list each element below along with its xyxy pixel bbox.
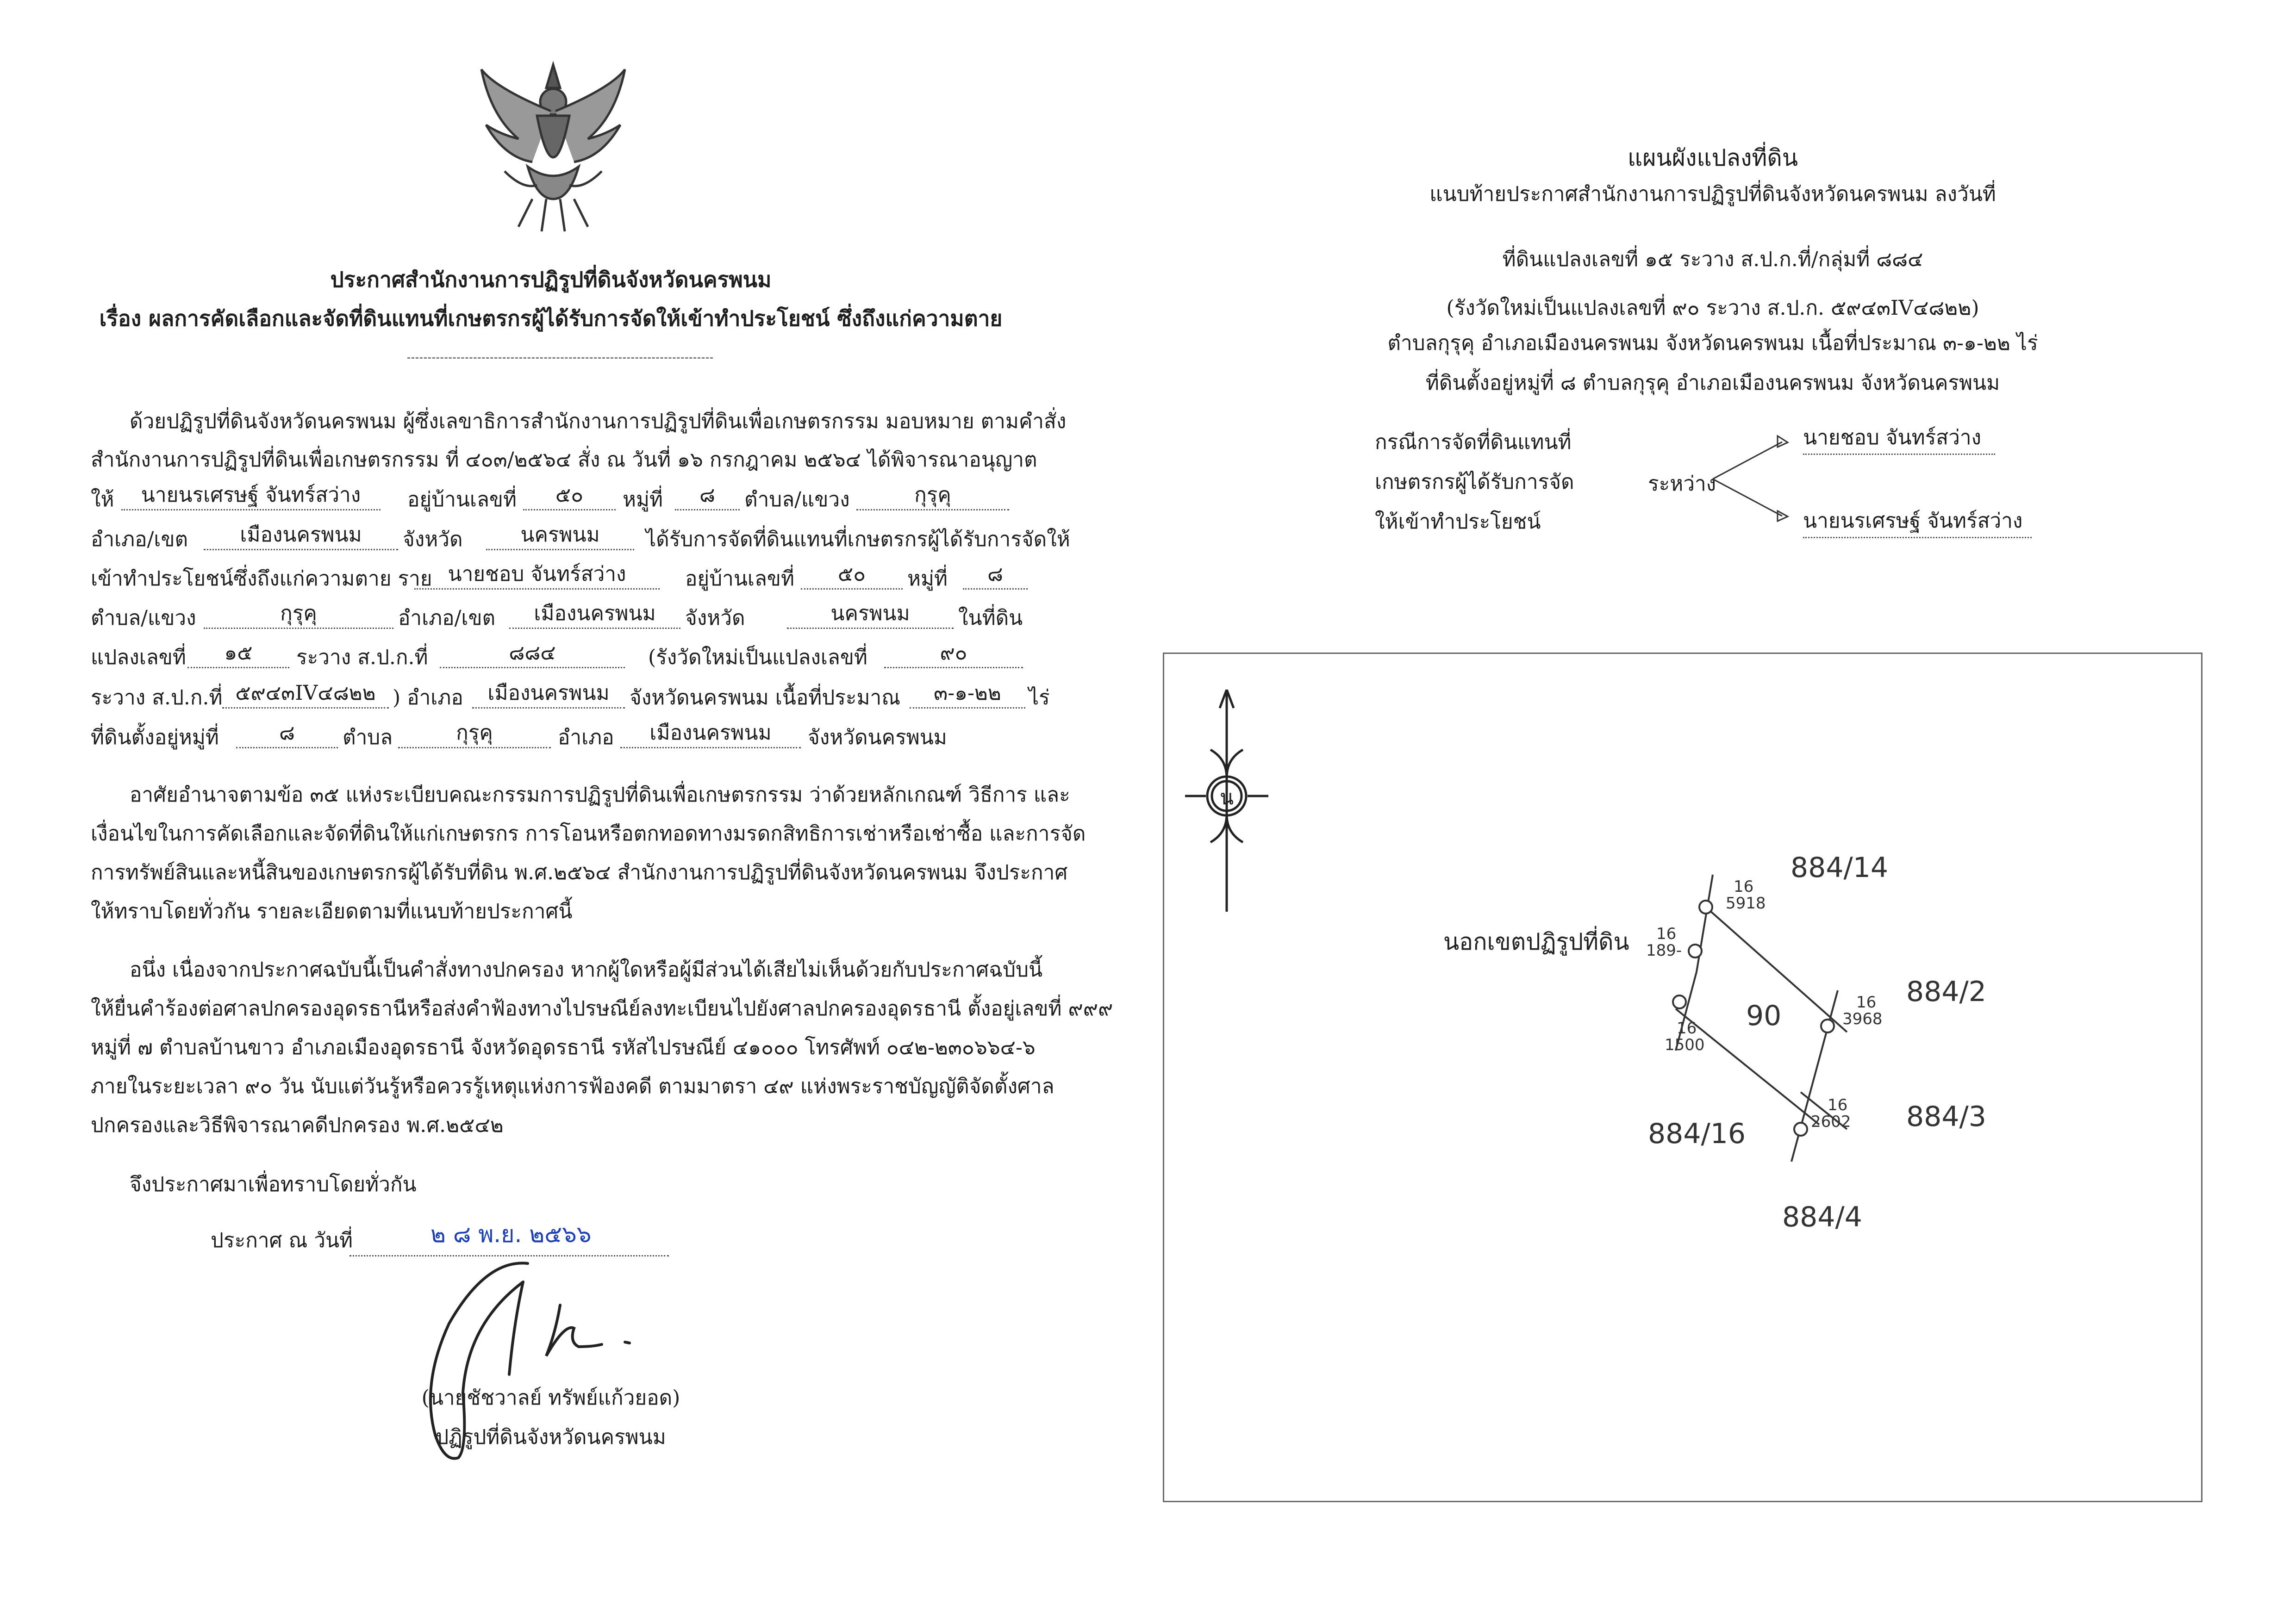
applicant-amphoe-field: เมืองนครพนม (204, 521, 398, 550)
plot-moo-field: ๘ (236, 719, 338, 748)
deceased-amphoe-field: เมืองนครพนม (509, 600, 680, 629)
p1-l6-label4: ในที่ดิน (958, 606, 1023, 630)
case-line2: เกษตรกรผู้ได้รับการจัด (1375, 470, 1574, 494)
p1-l9-label2: ตำบล (343, 726, 393, 749)
title-divider (407, 357, 713, 359)
p1-l4-label2: จังหวัด (403, 528, 463, 551)
closing-text: จึงประกาศมาเพื่อทราบโดยทั่วกัน (130, 1173, 417, 1196)
neighbor-884-14: 884/14 (1791, 852, 1889, 884)
p1-l8-label2: ) อำเภอ (393, 686, 463, 709)
deceased-province-field: นครพนม (787, 600, 954, 629)
applicant-tambon-field: กุรุคุ (856, 481, 1009, 510)
p1-l9-label1: ที่ดินตั้งอยู่หมู่ที่ (91, 726, 219, 749)
neighbor-884-3: 884/3 (1906, 1101, 1986, 1133)
p1-l5-label1: เข้าทำประโยชน์ซึ่งถึงแก่ความตาย ราย (91, 567, 432, 591)
neighbor-884-2: 884/2 (1906, 976, 1986, 1008)
case-line3: ให้เข้าทำประโยชน์ (1375, 510, 1541, 534)
point1-top: 16 (1734, 877, 1754, 896)
p1-l3-label3: หมู่ที่ (623, 488, 663, 511)
p1-l6-label1: ตำบล/แขวง (91, 606, 196, 630)
plot-sheet-field: ๘๘๔ (440, 639, 625, 668)
point4-bottom: 3968 (1842, 1010, 1883, 1028)
plot-amphoe2-field: เมืองนครพนม (620, 719, 801, 748)
p2-line2: เงื่อนไขในการคัดเลือกและจัดที่ดินให้แก่เกษตรกร การโอนหรือตกทอดทางมรดกสิทธิการเช่าหรือเช่าซื้อ และการจัด (91, 822, 1086, 846)
deceased-name-field: นายชอบ จันทร์สว่าง (414, 560, 660, 590)
to-name: นายนรเศรษฐ์ จันทร์สว่าง (1803, 504, 2032, 538)
applicant-province-field: นครพนม (486, 521, 634, 550)
point4-top: 16 (1856, 993, 1877, 1012)
p1-l3-label2: อยู่บ้านเลขที่ (407, 488, 517, 511)
p1-l5-label2: อยู่บ้านเลขที่ (685, 567, 795, 591)
point2-bottom: 189- (1646, 941, 1682, 960)
plan-title: แผนผังแปลงที่ดิน (1627, 144, 1798, 171)
p1-l3-label1: ให้ (91, 488, 114, 511)
p3-line2: ให้ยื่นคำร้องต่อศาลปกครองอุดรธานีหรือส่งคำฟ้องทางไปรษณีย์ลงทะเบียนไปยังศาลปกครองอุดรธานี ตั้งอยู่เลขที่ ๙๙๙ (91, 997, 1113, 1020)
p1-l8-label1: ระวาง ส.ป.ก.ที่ (91, 686, 223, 709)
from-name: นายชอบ จันทร์สว่าง (1803, 421, 1995, 455)
applicant-moo-field: ๘ (675, 481, 740, 510)
between-label: ระหว่าง (1648, 472, 1716, 496)
signer-title: ปฏิรูปที่ดินจังหวัดนครพนม (436, 1425, 666, 1449)
p3-line5: ปกครองและวิธีพิจารณาคดีปกครอง พ.ศ.๒๕๔๒ (91, 1113, 504, 1137)
plan-line1: ที่ดินแปลงเลขที่ ๑๕ ระวาง ส.ป.ก.ที่/กลุ่มที่ ๘๘๔ (1502, 248, 1923, 271)
point3-bottom: 1500 (1665, 1036, 1705, 1054)
applicant-house-field: ๕๐ (523, 481, 616, 510)
p1-l7-label2: ระวาง ส.ป.ก.ที่ (296, 646, 428, 669)
p2-line1: อาศัยอำนาจตามข้อ ๓๕ แห่งระเบียบคณะกรรมการปฏิรูปที่ดินเพื่อเกษตรกรรม ว่าด้วยหลักเกณฑ์ วิธีการ และ (130, 783, 1070, 807)
point3-top: 16 (1677, 1019, 1697, 1038)
point5-top: 16 (1828, 1096, 1848, 1114)
deceased-tambon-field: กุรุคุ (204, 600, 393, 629)
plot-tambon-field: กุรุคุ (398, 719, 551, 748)
p1-l9-label4: จังหวัดนครพนม (808, 726, 947, 749)
p2-line3: การทรัพย์สินและหนี้สินของเกษตรกรผู้ได้รับที่ดิน พ.ศ.๒๕๖๔ สำนักงานการปฏิรูปที่ดินจังหวัดนครพนม จึงประกาศ (91, 861, 1068, 884)
point1-bottom: 5918 (1726, 894, 1766, 913)
p1-l7-label1: แปลงเลขที่ (91, 646, 186, 669)
outside-reform-label: นอกเขตปฏิรูปที่ดิน (1443, 928, 1629, 955)
p1-l3-label4: ตำบล/แขวง (744, 488, 850, 511)
announcement-title: ประกาศสำนักงานการปฏิรูปที่ดินจังหวัดนครพนม (330, 267, 772, 292)
date-value: ๒ ๘ พ.ย. ๒๕๖๖ (430, 1221, 592, 1248)
p1-l4-label1: อำเภอ/เขต (91, 528, 188, 551)
compass-letter: น (1219, 786, 1234, 809)
point2-top: 16 (1656, 925, 1677, 943)
applicant-name-field: นายนรเศรษฐ์ จันทร์สว่าง (121, 481, 381, 510)
new-plot-number-field: ๙๐ (884, 639, 1023, 668)
neighbor-884-16: 884/16 (1648, 1118, 1746, 1150)
between-arrows (1708, 430, 1801, 523)
neighbor-884-4: 884/4 (1782, 1201, 1862, 1233)
p2-line4: ให้ทราบโดยทั่วกัน รายละเอียดตามที่แนบท้ายประกาศนี้ (91, 900, 573, 923)
case-line1: กรณีการจัดที่ดินแทนที่ (1375, 430, 1572, 454)
plan-line4: ที่ดินตั้งอยู่หมู่ที่ ๘ ตำบลกุรุคุ อำเภอเมืองนครพนม จังหวัดนครพนม (1425, 371, 2000, 395)
date-label: ประกาศ ณ วันที่ (211, 1229, 353, 1252)
p1-l7-label3: (รังวัดใหม่เป็นแปลงเลขที่ (648, 646, 867, 669)
point5-bottom: 2602 (1811, 1113, 1851, 1131)
plan-line3: ตำบลกุรุคุ อำเภอเมืองนครพนม จังหวัดนครพนม เนื้อที่ประมาณ ๓-๑-๒๒ ไร่ (1387, 331, 2038, 355)
signer-name: (นายชัชวาลย์ ทรัพย์แก้วยอด) (421, 1386, 680, 1410)
p1-l6-label2: อำเภอ/เขต (398, 606, 496, 630)
plan-subtitle: แนบท้ายประกาศสำนักงานการปฏิรูปที่ดินจังหวัดนครพนม ลงวันที่ (1429, 182, 1996, 206)
p3-line1: อนึ่ง เนื่องจากประกาศฉบับนี้เป็นคำสั่งทางปกครอง หากผู้ใดหรือผู้มีส่วนได้เสียไม่เห็นด้วยกับประกาศฉบับนี้ (130, 958, 1043, 982)
announcement-subject: เรื่อง ผลการคัดเลือกและจัดที่ดินแทนที่เกษตรกรผู้ได้รับการจัดให้เข้าทำประโยชน์ ซึ่งถึงแก่ความตาย (99, 306, 1003, 331)
garuda-emblem (477, 60, 630, 236)
p1-l5-label3: หมู่ที่ (907, 567, 948, 591)
parcel-number-label: 90 (1746, 1000, 1782, 1032)
plot-amphoe-field: เมืองนครพนม (472, 679, 625, 709)
plot-number-field: ๑๕ (187, 639, 289, 668)
p3-line4: ภายในระยะเวลา ๙๐ วัน นับแต่วันรู้หรือควรรู้เหตุแห่งการฟ้องคดี ตามมาตรา ๔๙ แห่งพระราชบัญญัติจัดตั้งศาล (91, 1075, 1054, 1098)
plan-line2: (รังวัดใหม่เป็นแปลงเลขที่ ๙๐ ระวาง ส.ป.ก. ๕๙๔๓IV๔๘๒๒) (1446, 296, 1979, 320)
plot-area-field: ๓-๑-๒๒ (910, 679, 1025, 709)
p1-l8-label3: จังหวัดนครพนม เนื้อที่ประมาณ (630, 686, 901, 709)
p1-l8-label4: ไร่ (1029, 686, 1050, 709)
p3-line3: หมู่ที่ ๗ ตำบลบ้านขาว อำเภอเมืองอุดรธานี จังหวัดอุดรธานี รหัสไปรษณีย์ ๔๑๐๐๐ โทรศัพท์ ๐๔๒-๒๓๐๖๖๔-๖ (91, 1036, 1036, 1059)
new-sheet-field: ๕๙๔๓IV๔๘๒๒ (222, 679, 389, 709)
deceased-house-field: ๕๐ (801, 560, 903, 590)
p1-l4-label3: ได้รับการจัดที่ดินแทนที่เกษตรกรผู้ได้รับการจัดให้ (646, 528, 1070, 551)
p1-l9-label3: อำเภอ (558, 726, 614, 749)
p1-l6-label3: จังหวัด (685, 606, 745, 630)
p1-line2: สำนักงานการปฏิรูปที่ดินเพื่อเกษตรกรรม ที่ ๔๐๓/๒๕๖๔ สั่ง ณ วันที่ ๑๖ กรกฎาคม ๒๕๖๔ ได้พิจารณาอนุญาต (91, 448, 1037, 472)
deceased-moo-field: ๘ (963, 560, 1028, 590)
p1-line1: ด้วยปฏิรูปที่ดินจังหวัดนครพนม ผู้ซึ่งเลขาธิการสำนักงานการปฏิรูปที่ดินเพื่อเกษตรกรรม มอบหมาย ตามคำสั่ง (130, 410, 1067, 433)
